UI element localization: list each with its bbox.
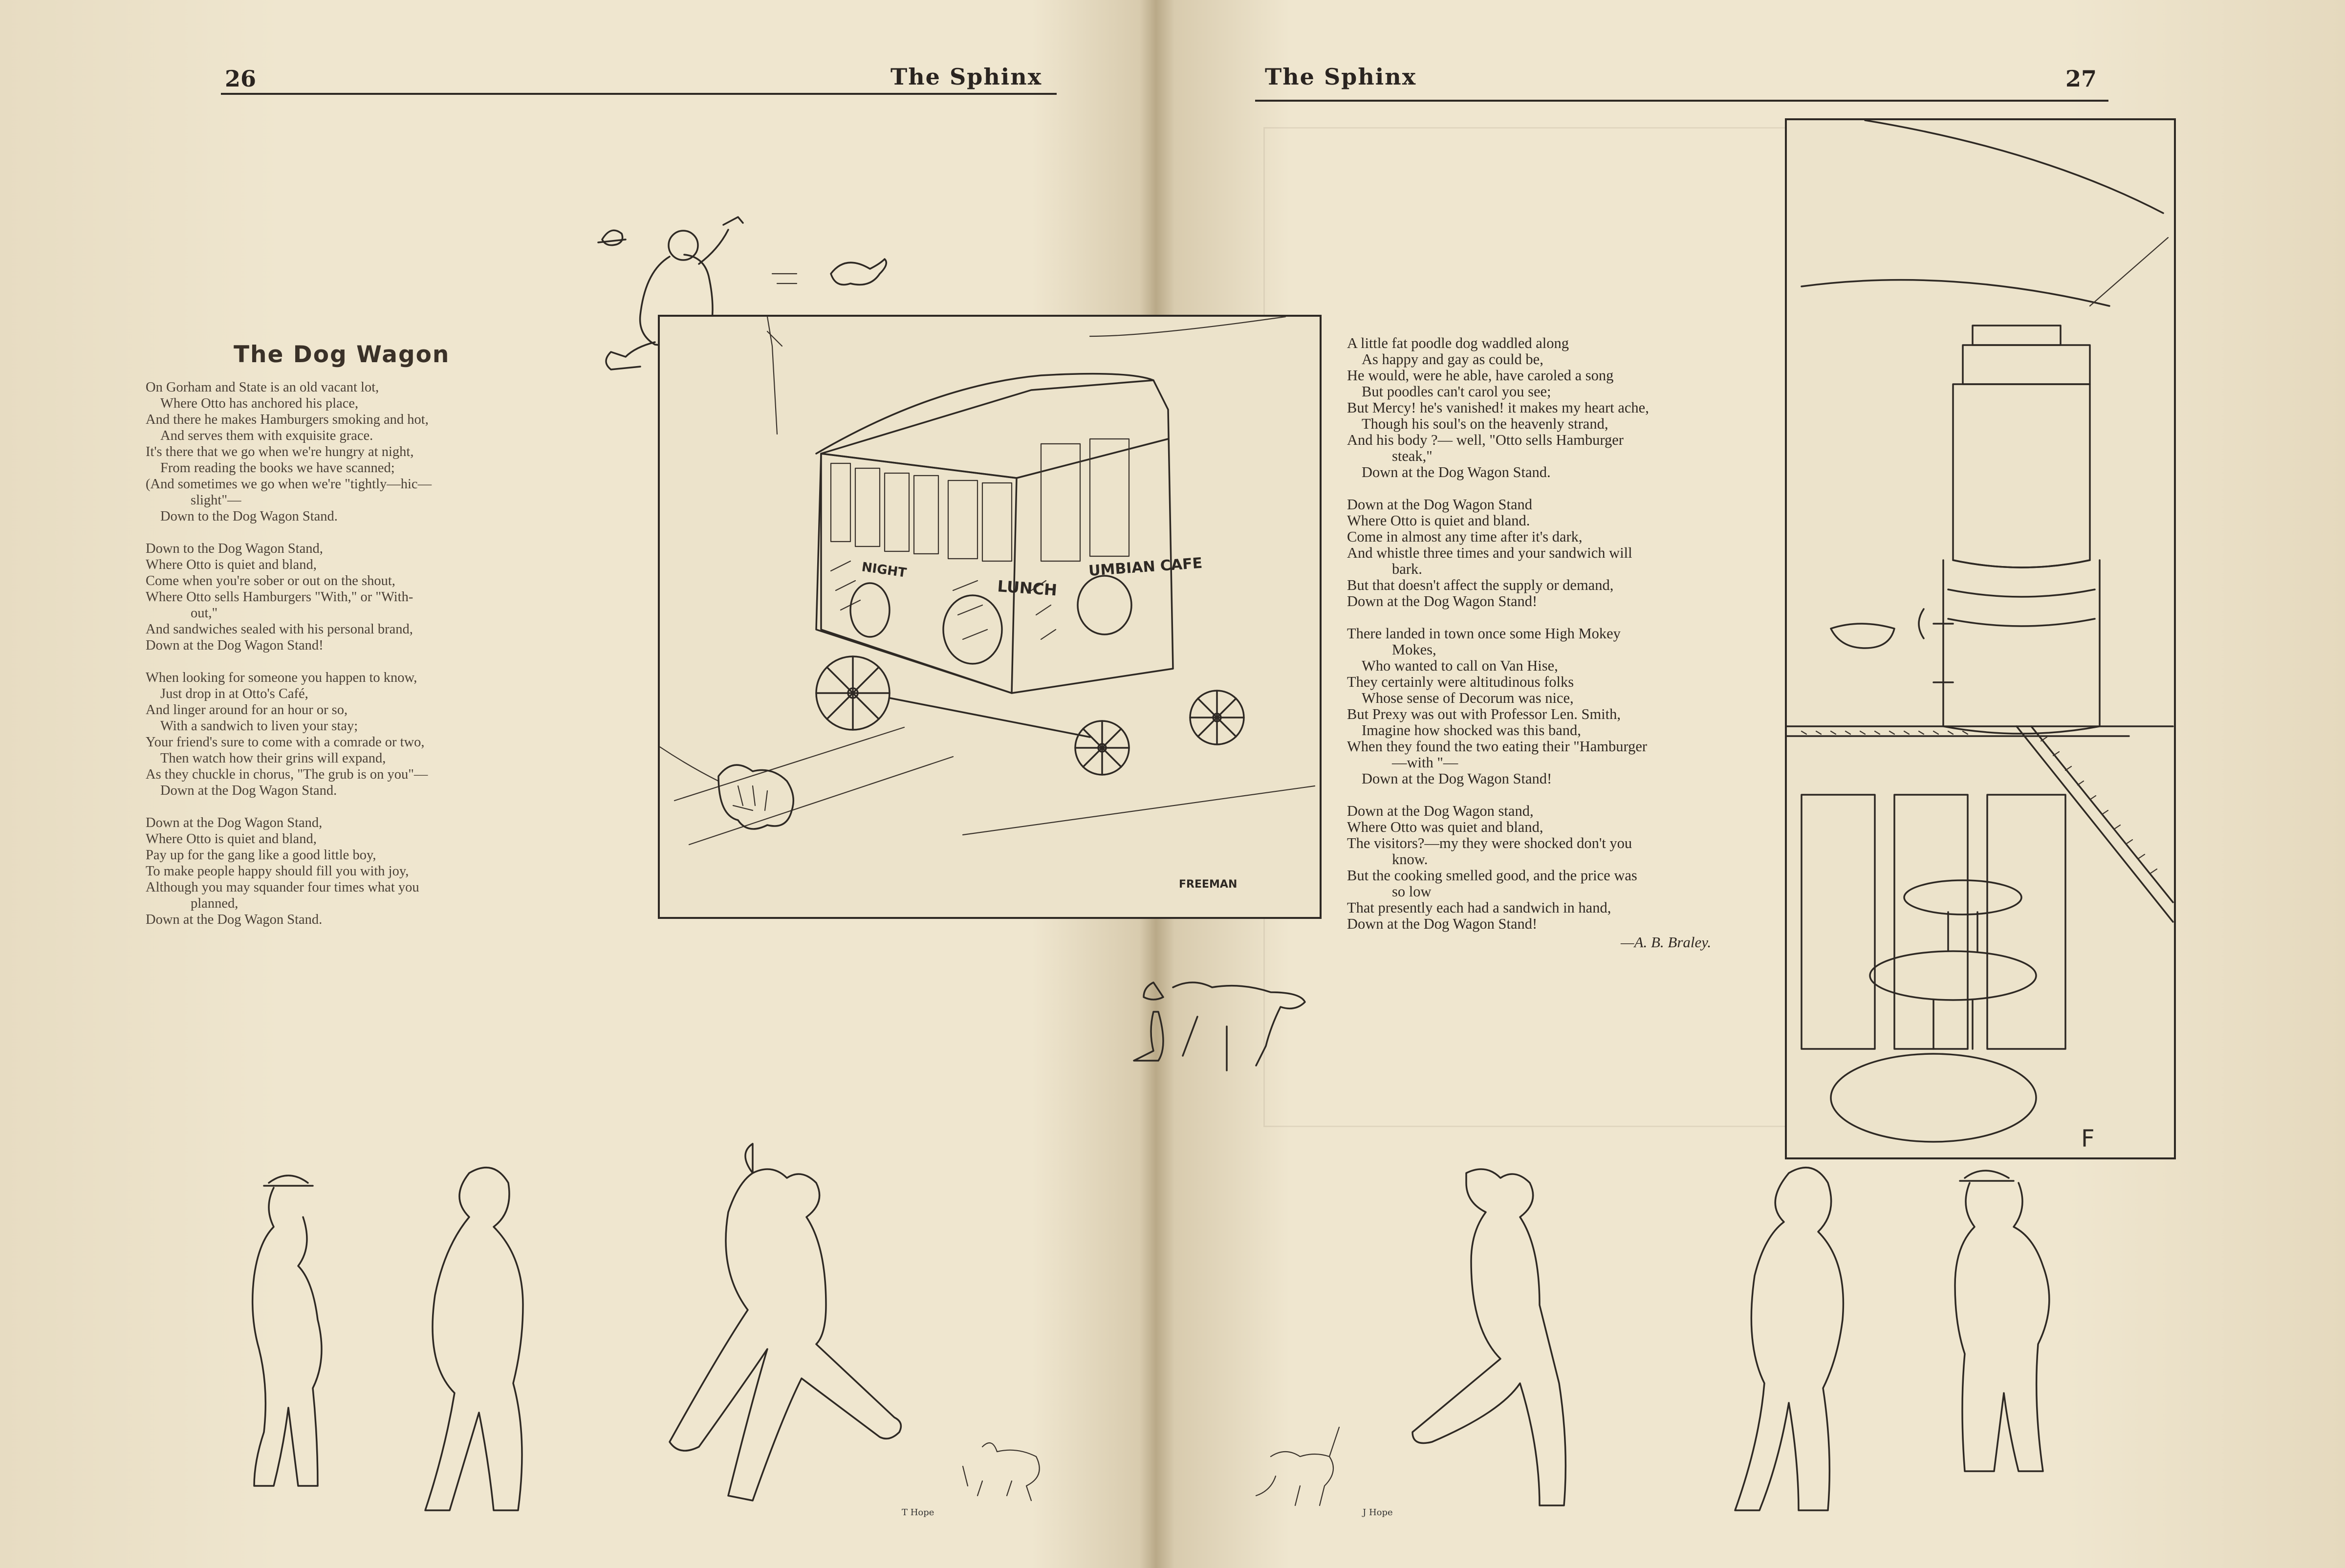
poem-right-line: Where Otto is quiet and bland. [1347,512,1530,529]
poem-title: The Dog Wagon [234,341,450,368]
poem-right-line: They certainly were altitudinous folks [1347,674,1574,690]
poem-right-line: As happy and gay as could be, [1362,351,1543,368]
poem-left-line: Come when you're sober or out on the shout, [146,573,395,588]
poem-right-line: Down at the Dog Wagon Stand! [1347,593,1538,610]
bottom-signature-left: T Hope [902,1507,934,1518]
poem-right-line: Down at the Dog Wagon Stand. [1362,464,1551,480]
poem-left-line: With a sandwich to liven your stay; [160,719,358,734]
poem-right-line: Down at the Dog Wagon Stand! [1347,915,1538,932]
left-page-number: 26 [225,65,257,92]
poem-left-line: Down at the Dog Wagon Stand! [146,638,324,653]
dog-wagon-illustration [660,317,1320,917]
wagon-sign-night: NIGHT [861,560,908,581]
bottom-signature-right: J Hope [1363,1507,1393,1518]
poem-left-stanza [146,379,432,524]
poem-left-line: Down to the Dog Wagon Stand. [160,509,338,524]
poem-right-stanza [1347,335,1649,480]
poem-right-line: But poodles can't carol you see; [1362,383,1551,400]
poem-left-stanza [146,541,432,653]
poem-right-line: And his body ?— well, "Otto sells Hamburger [1347,432,1624,448]
poem-left-line: Down at the Dog Wagon Stand. [160,783,337,798]
poem-right-stanza [1347,497,1649,610]
poem-left-line: Although you may squander four times what you [146,880,419,895]
poem-right-line: But that doesn't affect the supply or demand, [1347,577,1614,593]
wagon-sign-lunch: LUNCH [997,577,1058,600]
poem-left-line: And sandwiches sealed with his personal brand, [146,622,413,637]
poem-right-line: steak," [1392,448,1433,464]
dog-wagon-illustration-frame [658,315,1322,919]
interior-illustration [1787,120,2174,1157]
poem-right-line: There landed in town once some High Mokey [1347,625,1621,642]
poem-right-line: so low [1392,883,1432,900]
poem-left-line: To make people happy should fill you with joy, [146,864,409,879]
poem-left-line: Then watch how their grins will expand, [160,751,386,766]
poem-body-left [146,379,432,928]
left-running-title: The Sphinx [890,64,1042,90]
poem-left-line: And serves them with exquisite grace. [160,428,373,443]
poem-right-line: Imagine how shocked was this band, [1362,722,1581,739]
right-header-rule [1255,100,2108,102]
poem-right-line: Down at the Dog Wagon Stand! [1362,770,1552,787]
right-page-number: 27 [2065,65,2097,92]
poem-left-stanza [146,670,432,799]
poem-right-line: Whose sense of Decorum was nice, [1362,690,1574,706]
poem-author: —A. B. Braley. [1621,934,1712,951]
poem-right-line: bark. [1392,561,1422,577]
illustration-signature: FREEMAN [1179,878,1238,891]
poem-right-line: Down at the Dog Wagon Stand [1347,496,1533,513]
poem-right-line: But Prexy was out with Professor Len. Smith, [1347,706,1621,722]
poem-left-line: When looking for someone you happen to know, [146,670,417,685]
poem-right-line: Though his soul's on the heavenly strand, [1362,415,1608,432]
poem-left-line: It's there that we go when we're hungry at night, [146,444,414,459]
poem-left-line: Your friend's sure to come with a comrade or two, [146,735,425,750]
gutter-dog-illustration [1105,968,1339,1085]
poem-left-line: On Gorham and State is an old vacant lot, [146,380,379,395]
poem-left-line: Pay up for the gang like a good little boy, [146,848,376,863]
poem-left-line: And there he makes Hamburgers smoking and hot, [146,412,429,427]
poem-right-line: But Mercy! he's vanished! it makes my heart ache, [1347,399,1649,416]
poem-left-line: out," [191,606,218,621]
poem-right-line: A little fat poodle dog waddled along [1347,335,1569,351]
poem-right-line: Who wanted to call on Van Hise, [1362,657,1558,674]
poem-right-line: know. [1392,851,1428,868]
poem-right-line: And whistle three times and your sandwich will [1347,544,1632,561]
left-header-rule [221,93,1057,95]
interior-signature: F [2081,1125,2095,1153]
bottom-figures-right [1261,1154,2102,1525]
poem-right-line: When they found the two eating their "Hamburger [1347,738,1648,755]
interior-illustration-frame [1785,118,2176,1159]
poem-right-line: Down at the Dog Wagon stand, [1347,803,1534,819]
poem-left-line: (And sometimes we go when we're "tightly—hic— [146,477,432,492]
poem-left-line: Where Otto sells Hamburgers "With," or "With- [146,589,413,605]
poem-right-line: Come in almost any time after it's dark, [1347,528,1583,545]
poem-right-line: But the cooking smelled good, and the price was [1347,867,1637,884]
poem-left-line: Down at the Dog Wagon Stand. [146,912,323,927]
poem-left-line: Just drop in at Otto's Café, [160,686,308,701]
poem-left-line: planned, [191,896,239,911]
poem-left-line: Down to the Dog Wagon Stand, [146,541,323,556]
poem-body-right [1347,335,1649,932]
poem-right-line: That presently each had a sandwich in hand, [1347,899,1611,916]
poem-left-line: As they chuckle in chorus, "The grub is on you"— [146,767,428,782]
bottom-figures-left [215,1154,1056,1525]
poem-right-line: Mokes, [1392,641,1436,658]
poem-right-line: Where Otto was quiet and bland, [1347,819,1543,835]
poem-left-stanza [146,815,432,928]
wagon-sign-cafe: UMBIAN CAFE [1088,554,1203,580]
right-running-title: The Sphinx [1265,64,1417,90]
poem-right-stanza [1347,626,1649,787]
poem-left-line: From reading the books we have scanned; [160,460,395,476]
poem-left-line: Down at the Dog Wagon Stand, [146,815,323,830]
poem-right-stanza [1347,803,1649,932]
poem-right-line: —with "— [1392,754,1458,771]
poem-left-line: Where Otto has anchored his place, [160,396,359,411]
poem-left-line: Where Otto is quiet and bland, [146,831,317,847]
poem-right-line: The visitors?—my they were shocked don't you [1347,835,1632,851]
poem-left-line: And linger around for an hour or so, [146,702,348,718]
poem-right-line: He would, were he able, have caroled a song [1347,367,1614,384]
poem-left-line: slight"— [191,493,241,508]
poem-left-line: Where Otto is quiet and bland, [146,557,317,572]
